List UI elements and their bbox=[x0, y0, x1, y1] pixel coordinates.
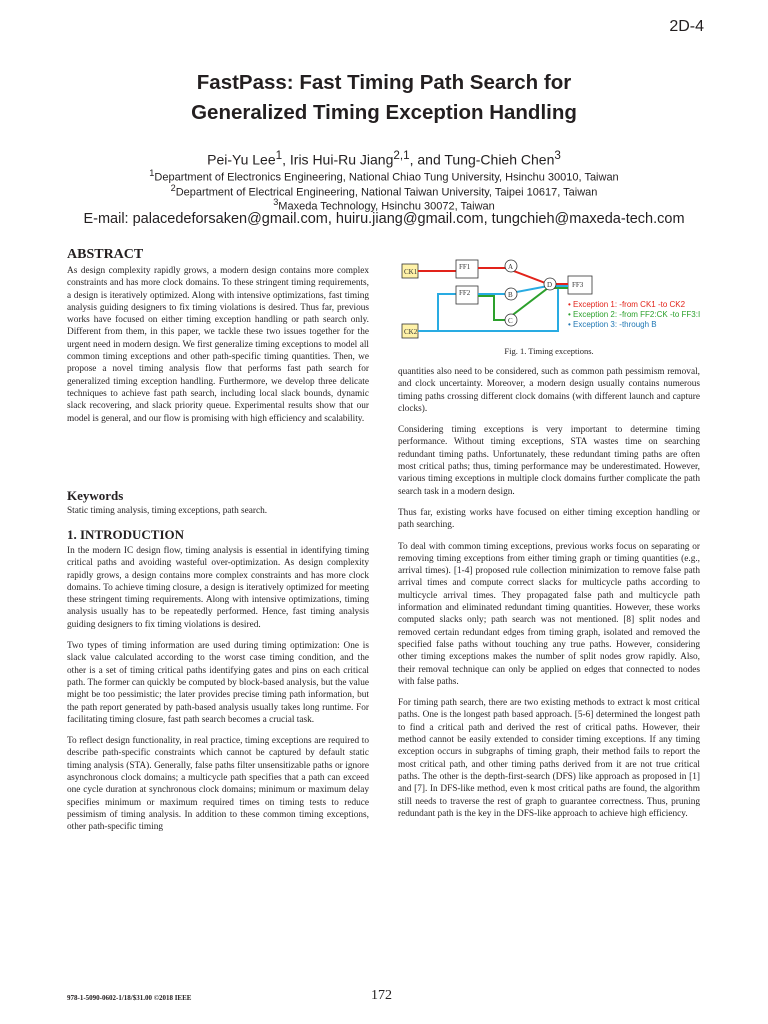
keywords-body bbox=[67, 505, 369, 526]
abstract-body bbox=[67, 265, 369, 434]
ff3-label: FF3 bbox=[572, 281, 584, 289]
intro-heading: 1. INTRODUCTION bbox=[67, 527, 185, 542]
exception-2-path bbox=[478, 288, 568, 320]
right-paragraph-2: Considering timing exceptions is very important to determine timing performance. Without timing exceptions, STA wastes time on searching redundant timing paths. Unfortunately, these redundant timing paths are often most critical paths; thus, timing performance may be underestimated. However, various timing exceptions in multiple clock domains further complicate the path search task in a modern design. bbox=[398, 425, 700, 497]
keywords-heading: Keywords bbox=[67, 488, 124, 503]
aff-3-text: Maxeda Technology, Hsinchu 30072, Taiwan bbox=[278, 200, 495, 213]
right-paragraph-5: For timing path search, there are two existing methods to extract k most critical paths. One is the longest path based approach. [5-6] determined the longest path to find a critical path and derived the rest of critical paths. However, their method cannot be easily extended to consider timing exceptions. If any timing exception occurs in subgraphs of timing graph, their method fails to report the most critical path, and other timing paths derived from it are not true critical paths. The other is the depth-first-search (DFS) like approach as proposed in [1] and [7]. In DFS-like method, even k most critical paths are found, the algorithm still needs to traverse the rest of graph to guarantee correctness. Thus, pruning redundant path is the key in the DFS-like approach to achieve high efficiency. bbox=[398, 698, 700, 819]
author-1: Pei-Yu Lee bbox=[207, 151, 276, 168]
author-2-sup: 2,1 bbox=[393, 149, 410, 162]
aff-2-text: Department of Electrical Engineering, National Taiwan University, Taipei 10617, Taiwan bbox=[175, 186, 598, 199]
ff1-label: FF1 bbox=[459, 263, 471, 271]
ck1-label: CK1 bbox=[404, 268, 418, 276]
right-paragraph-3: Thus far, existing works have focused on either timing exception handling or path searching. bbox=[398, 507, 700, 531]
title-line-2: Generalized Timing Exception Handling bbox=[191, 101, 577, 124]
paper-title bbox=[0, 68, 768, 128]
legend-exception-3: • Exception 3: -through B bbox=[568, 320, 657, 329]
session-tag: 2D-4 bbox=[669, 18, 704, 35]
gate-d-label: D bbox=[547, 281, 553, 289]
ck2-label: CK2 bbox=[404, 328, 418, 336]
right-paragraph-4: To deal with common timing exceptions, previous works focus on separating or removing timing exceptions from either timing graph or timing quantities (e.g., arrival times). [1-4] proposed rule collection minimization to remove false path arrival times and compute correct slacks for multicycle paths according to multicycle arrival times. They propagated false path and multicycle path information and eliminated redundant timing quantities. However, these works computed slacks only; path search was not mentioned. [8] split nodes and removed certain redundant edges from timing graph, isolated and removed the specified false paths without touching any true paths. However, considering other timing exceptions makes the number of split nodes grow rapidly. Also, their removal technique can only be applied on edges that connected to nodes with false paths. bbox=[398, 541, 700, 687]
intro-paragraph-2: Two types of timing information are used during timing optimization: One is slack value calculated according to the worst case timing condition, and the other is a set of timing critical paths identifying gates and pins on each critical path. The former can quickly be computed by block-based analysis, but the value might be too pessimistic; the later provides precise timing path information, but the path report generated by path-based analysis usually takes long runtime. For facilitating timing closure, fast path search becomes a crucial task. bbox=[67, 641, 369, 725]
ff2-label: FF2 bbox=[459, 289, 471, 297]
ck2-wire bbox=[418, 294, 456, 331]
aff-2-sup: 2 bbox=[170, 183, 176, 193]
intro-body bbox=[67, 545, 369, 843]
intro-paragraph-1: In the modern IC design flow, timing analysis is essential in identifying timing critical paths and avoiding wasteful over-optimization. As design complexity rapidly grows, a design contains more complex constraints and has more clock domains. To achieve timing closure, a design is iteratively optimized for meeting these stringent timing requirements. Along with intensive optimizations, timing analysis usually has to be repeatedly performed. Hence, fast timing analysis guiding designers to fix timing violations is desired. bbox=[67, 546, 369, 630]
gate-a-label: A bbox=[508, 263, 514, 271]
aff-1-text: Department of Electronics Engineering, National Chiao Tung University, Hsinchu 30010, Taiwan bbox=[154, 171, 619, 184]
email-line: E-mail: palacedeforsaken@gmail.com, huiru.jiang@gmail.com, tungchieh@maxeda-tech.com bbox=[83, 211, 685, 227]
author-list: Pei-Yu Lee$^1$, Iris Hui-Ru Jiang$^{2,1}$, and Tung-Chieh Chen$^3$ bbox=[207, 149, 561, 168]
author-1-sup: 1 bbox=[275, 149, 283, 162]
page-number: 172 bbox=[371, 988, 392, 1003]
aff-1-sup: 1 bbox=[149, 168, 155, 178]
legend-exception-1: • Exception 1: -from CK1 -to CK2 bbox=[568, 300, 686, 309]
figure-legend bbox=[568, 300, 700, 330]
copyright-footer: 978-1-5090-0602-1/18/$31.00 ©2018 IEEE bbox=[67, 994, 192, 1002]
figure-caption: Fig. 1. Timing exceptions. bbox=[504, 346, 594, 356]
author-3-sup: 3 bbox=[554, 149, 561, 162]
aff-3-sup: 3 bbox=[273, 197, 279, 207]
gate-c-label: C bbox=[508, 317, 513, 325]
legend-exception-2: • Exception 2: -from FF2:CK -to FF3:I bbox=[568, 310, 701, 319]
gate-b-label: B bbox=[508, 291, 513, 299]
author-2: Iris Hui-Ru Jiang bbox=[289, 151, 394, 168]
right-paragraph-1: quantities also need to be considered, such as common path pessimism removal, and clock uncertainty. Moreover, a modern design usually contains numerous timing paths crossing different clock domains (with different launch and capture clocks). bbox=[398, 367, 700, 414]
title-line-1: FastPass: Fast Timing Path Search for bbox=[196, 71, 572, 94]
abstract-text: As design complexity rapidly grows, a modern design contains more complex constraints and has more clock domains. To these stringent timing requirements, a design is iteratively optimized. Along with intensive optimizations, fast timing analysis guiding designers to fix timing violations is desired. Thus far, previous works have focused on either timing exception handling or path search only. Different from them, in this paper, we tackle these two issues together for the urgent need in modern design. We first generalize timing exceptions to model all common timing exceptions and other path-specific timing quantities. Then, we propose a novel timing analysis flow that performs fast path search for generalized timing exception handling. Furthermore, we develop three delicate techniques to achieve fast path search, including local slack bounds, dynamic slack recovering, and slack priority queue. Experimental results show that our model is general, and our flow is promising with high efficiency and scalability. bbox=[67, 266, 369, 424]
right-column-body bbox=[398, 366, 700, 829]
abstract-heading: ABSTRACT bbox=[67, 247, 144, 262]
keywords-text: Static timing analysis, timing exceptions, path search. bbox=[67, 506, 268, 516]
author-3: and Tung-Chieh Chen bbox=[417, 151, 555, 168]
intro-paragraph-3: To reflect design functionality, in real practice, timing exceptions are required to describe path-specific constraints which cannot be captured by default static timing analysis (STA). Generally, false paths filter unsensitizable paths or ignore asynchronous clock domains; a multicycle path specifies that a path can exceed one cycle duration at synchronous clock domains; minimum or maximum delay specifies minimum or maximum required times on timing tests to reduce pessimism of timing analysis. In addition to these common timing exceptions, other path-specific timing bbox=[67, 736, 369, 833]
